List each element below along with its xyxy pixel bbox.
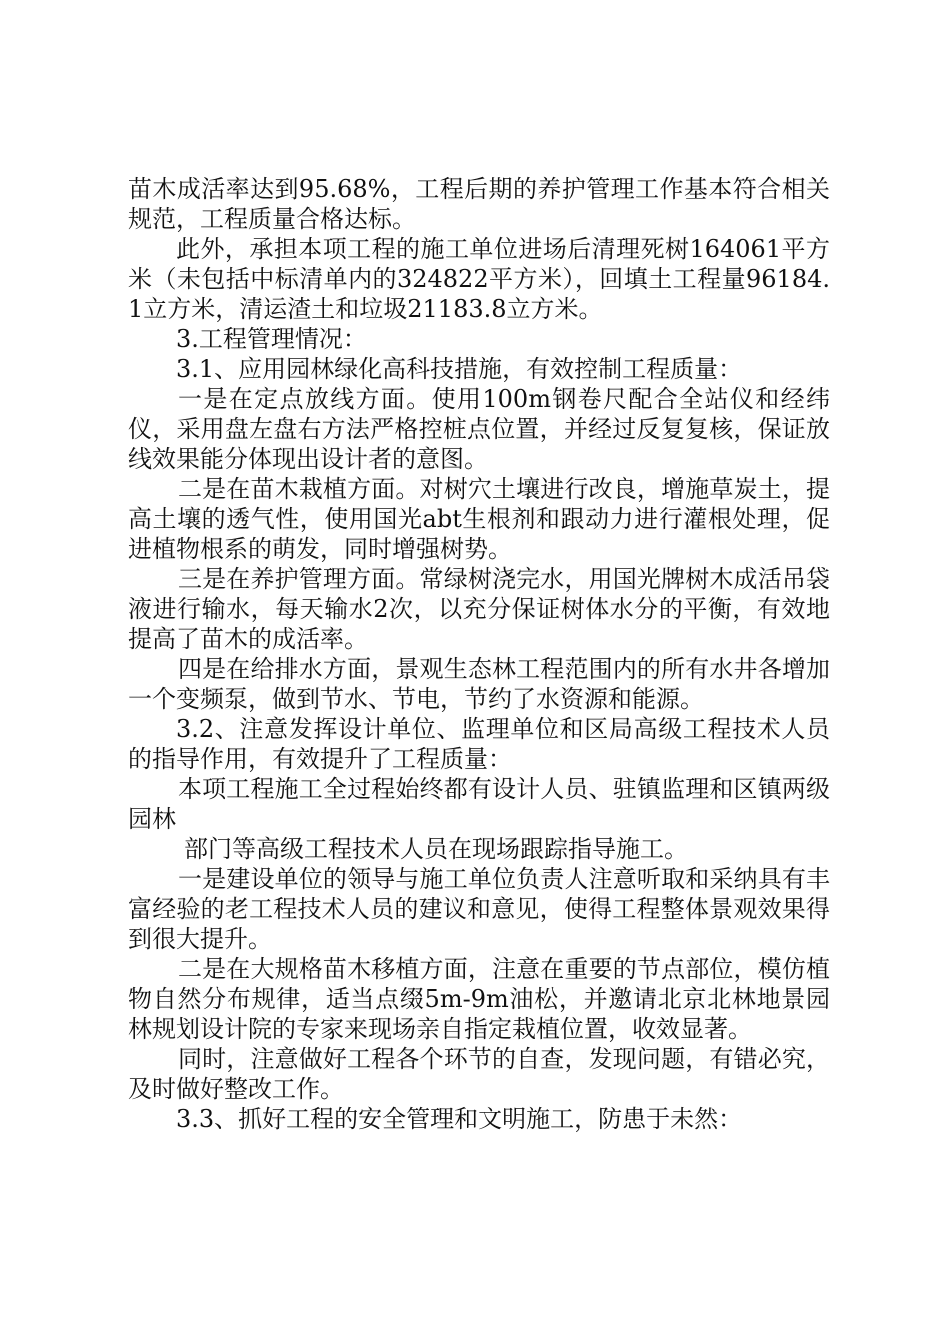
heading-section-3-3: 3.3、抓好工程的安全管理和文明施工，防患于未然：	[176, 1105, 743, 1133]
paragraph-transplant: 二是在大规格苗木移植方面，注意在重要的节点部位，模仿植物自然分布规律，适当点缀5m-9m油松，并邀请北京北林地景园林规划设计院的专家来现场亲自指定栽植位置，收效显著。	[128, 955, 830, 1043]
paragraph-point-2: 二是在苗木栽植方面。对树穴土壤进行改良，增施草炭土，提高土壤的透气性，使用国光abt生根剂和跟动力进行灌根处理，促进植物根系的萌发，同时增强树势。	[128, 475, 830, 563]
paragraph-point-4: 四是在给排水方面，景观生态林工程范围内的所有水井各增加一个变频泵，做到节水、节电，节约了水资源和能源。	[128, 655, 830, 713]
paragraph-point-1: 一是在定点放线方面。使用100m钢卷尺配合全站仪和经纬仪，采用盘左盘右方法严格控桩点位置，并经过反复复核，保证放线效果能分体现出设计者的意图。	[128, 385, 830, 473]
paragraph-cleanup-volume: 此外，承担本项工程的施工单位进场后清理死树164061平方米（未包括中标清单内的324822平方米），回填土工程量96184.1立方米，清运渣土和垃圾21183.8立方米。	[128, 235, 830, 323]
paragraph-supervision-cont: 部门等高级工程技术人员在现场跟踪指导施工。	[184, 835, 688, 863]
heading-management: 3.工程管理情况：	[176, 325, 367, 353]
paragraph-self-check: 同时，注意做好工程各个环节的自查，发现问题，有错必究，及时做好整改工作。	[128, 1045, 830, 1103]
paragraph-point-3: 三是在养护管理方面。常绿树浇完水，用国光牌树木成活吊袋液进行输水，每天输水2次，以充分保证树体水分的平衡，有效地提高了苗木的成活率。	[128, 565, 830, 653]
heading-section-3-1: 3.1、应用园林绿化高科技措施，有效控制工程质量：	[176, 355, 743, 383]
paragraph-survival-rate: 苗木成活率达到95.68%，工程后期的养护管理工作基本符合相关规范，工程质量合格达标。	[128, 175, 830, 233]
paragraph-leadership: 一是建设单位的领导与施工单位负责人注意听取和采纳具有丰富经验的老工程技术人员的建议和意见，使得工程整体景观效果得到很大提升。	[128, 865, 830, 953]
paragraph-supervision: 本项工程施工全过程始终都有设计人员、驻镇监理和区镇两级园林	[128, 775, 830, 833]
body-text	[128, 174, 830, 1134]
heading-section-3-2: 3.2、注意发挥设计单位、监理单位和区局高级工程技术人员的指导作用，有效提升了工程质量：	[128, 715, 830, 773]
